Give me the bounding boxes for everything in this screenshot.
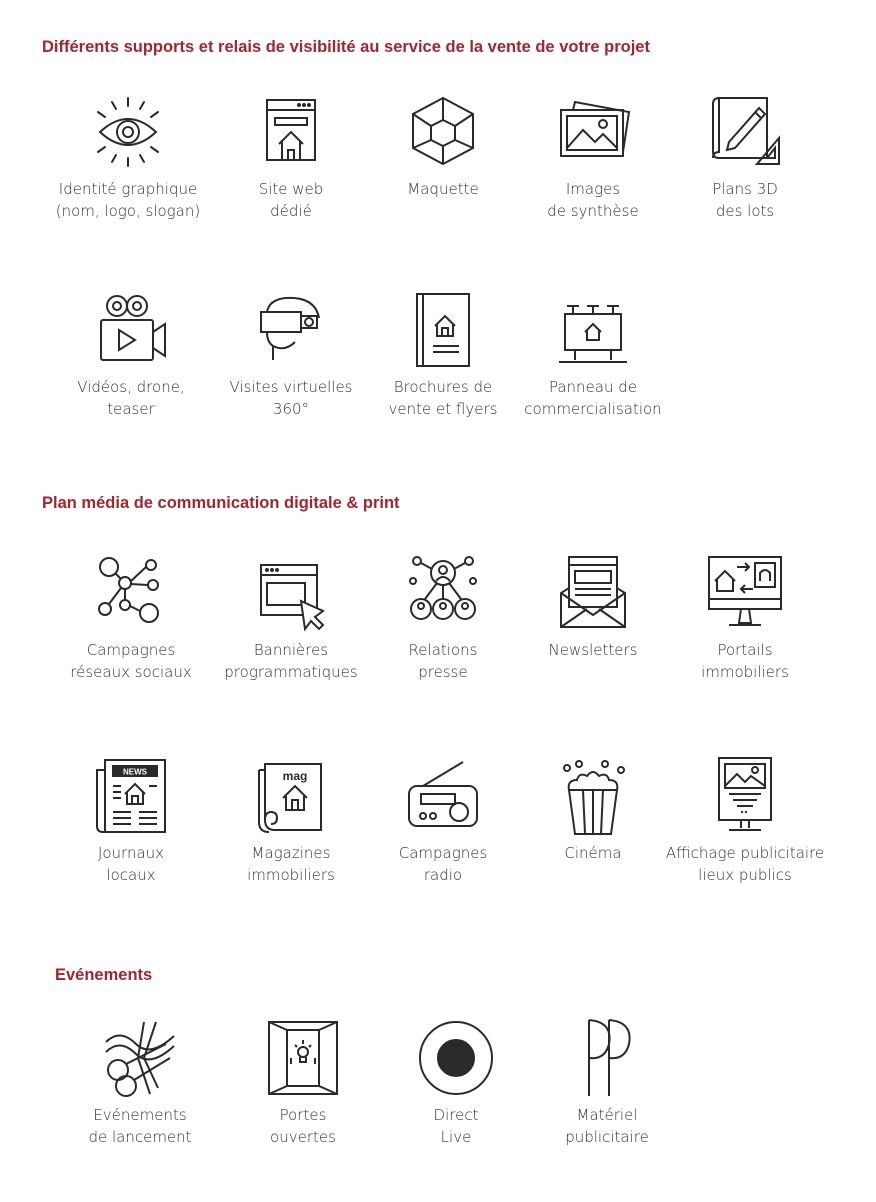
pp-monogram-icon: [567, 1018, 647, 1098]
item-label: Magazines immobiliers: [247, 844, 335, 884]
cube-icon: [403, 92, 483, 172]
poster-stand-icon: [705, 756, 785, 836]
vr-headset-icon: [251, 290, 331, 370]
item-label: Portes ouvertes: [270, 1106, 336, 1146]
item-visual-identity: [33, 92, 223, 222]
item-label: Brochures de vente et flyers: [388, 378, 498, 418]
item-label: Campagnes réseaux sociaux: [70, 641, 192, 681]
social-network-icon: [91, 553, 171, 633]
item-label: Portails immobiliers: [701, 641, 789, 681]
brochure-icon: [403, 290, 483, 370]
item-label: Vidéos, drone, teaser: [77, 378, 185, 418]
item-label: Relations presse: [408, 641, 478, 681]
banner-cursor-icon: [251, 553, 331, 633]
eye-icon: [88, 92, 168, 172]
item-3d-plans: [650, 92, 840, 222]
item-real-estate-portals: [650, 553, 840, 683]
item-label: Maquette: [407, 180, 479, 198]
item-public-posters: [650, 756, 840, 886]
item-launch-events: [45, 1018, 235, 1148]
images-icon: [553, 92, 633, 172]
website-icon: [251, 92, 331, 172]
section-title-media-plan: Plan média de communication digitale & print: [42, 494, 400, 512]
item-label: Identité graphique (nom, logo, slogan): [55, 180, 201, 220]
billboard-icon: [553, 290, 633, 370]
item-label: Campagnes radio: [398, 844, 488, 884]
item-label: Newsletters: [548, 641, 638, 659]
radio-icon: [403, 756, 483, 836]
newspaper-icon: [91, 756, 171, 836]
item-label: Site web dédié: [258, 180, 324, 220]
item-billboard: [498, 290, 688, 420]
section-title-events: Evénements: [55, 966, 153, 984]
popcorn-icon: [553, 756, 633, 836]
blueprint-icon: [705, 92, 785, 172]
ribbon-scissors-icon: [100, 1018, 180, 1098]
item-label: Direct Live: [433, 1106, 479, 1146]
item-label: Cinéma: [564, 844, 622, 862]
section-title-visibility: Différents supports et relais de visibilité au service de la vente de votre projet: [42, 38, 650, 56]
video-camera-icon: [91, 290, 171, 370]
item-label: Affichage publicitaire lieux publics: [665, 844, 825, 884]
newsletter-icon: [553, 553, 633, 633]
item-label: Images de synthèse: [547, 180, 639, 220]
magazine-icon: [251, 756, 331, 836]
svg-text:mag: mag: [282, 769, 308, 783]
item-label: Journaux locaux: [97, 844, 165, 884]
item-label: Plans 3D des lots: [712, 180, 778, 220]
item-label: Bannières programmatiques: [224, 641, 358, 681]
item-label: Visites virtuelles 360°: [229, 378, 353, 418]
item-label: Matériel publicitaire: [565, 1106, 649, 1146]
item-label: Panneau de commercialisation: [524, 378, 662, 418]
press-relations-icon: [403, 553, 483, 633]
open-doors-icon: [263, 1018, 343, 1098]
svg-text:NEWS: NEWS: [123, 767, 147, 777]
real-estate-portal-icon: [705, 553, 785, 633]
item-label: Evénements de lancement: [88, 1106, 192, 1146]
item-promotional-material: [512, 1018, 702, 1148]
live-record-icon: [416, 1018, 496, 1098]
